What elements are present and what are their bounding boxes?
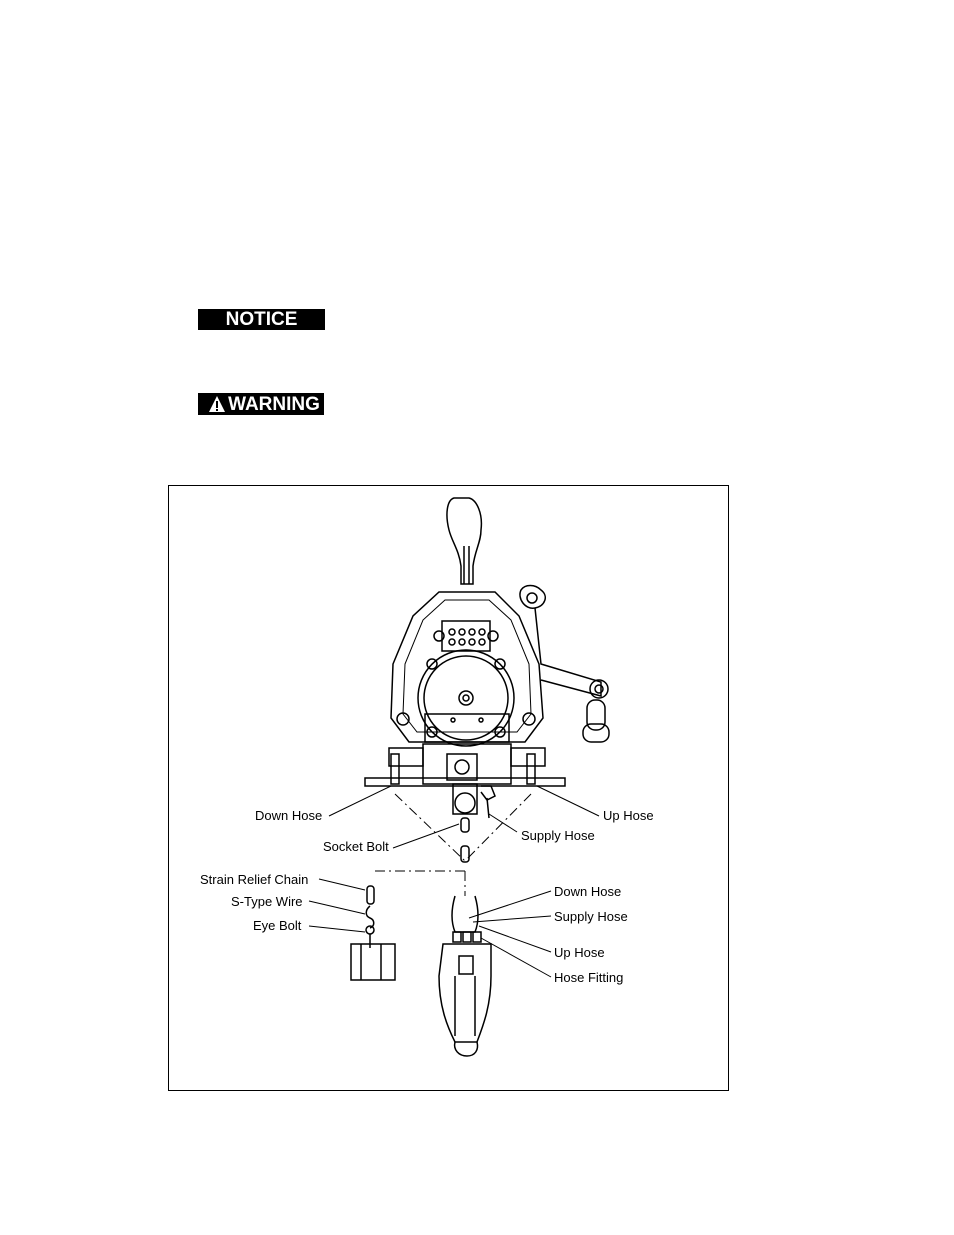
eye-bolt-mount: [351, 944, 395, 980]
label-down-hose-bottom: Down Hose: [554, 884, 622, 899]
label-up-hose-top: Up Hose: [603, 808, 654, 823]
socket: [455, 793, 475, 813]
label-strain-relief-chain: Strain Relief Chain: [200, 872, 309, 887]
notice-label: NOTICE: [225, 309, 298, 330]
label-up-hose-bottom: Up Hose: [554, 945, 605, 960]
warning-badge: [198, 393, 324, 415]
valve-block: [442, 621, 490, 651]
warning-triangle-icon: [208, 395, 226, 413]
label-supply-hose-top: Supply Hose: [521, 828, 595, 843]
label-supply-hose-bottom: Supply Hose: [554, 909, 628, 924]
lift-chain-link: [587, 700, 605, 730]
hoist-drawing: [169, 486, 730, 1092]
warning-label: WARNING: [228, 393, 320, 415]
label-s-type-wire: S-Type Wire: [231, 894, 303, 909]
hoist-hose-diagram: [168, 485, 729, 1091]
side-lever-pivot: [520, 586, 545, 609]
label-eye-bolt: Eye Bolt: [253, 918, 302, 933]
notice-badge: [198, 309, 325, 330]
pendant-handle: [439, 944, 491, 1042]
strain-relief-chain: [367, 886, 374, 904]
hose-bundle: [452, 896, 478, 932]
label-hose-fitting: Hose Fitting: [554, 970, 624, 985]
label-down-hose-top: Down Hose: [255, 808, 323, 823]
hoist-housing: [391, 592, 543, 742]
label-socket-bolt: Socket Bolt: [323, 839, 389, 854]
s-type-wire: [366, 906, 374, 928]
